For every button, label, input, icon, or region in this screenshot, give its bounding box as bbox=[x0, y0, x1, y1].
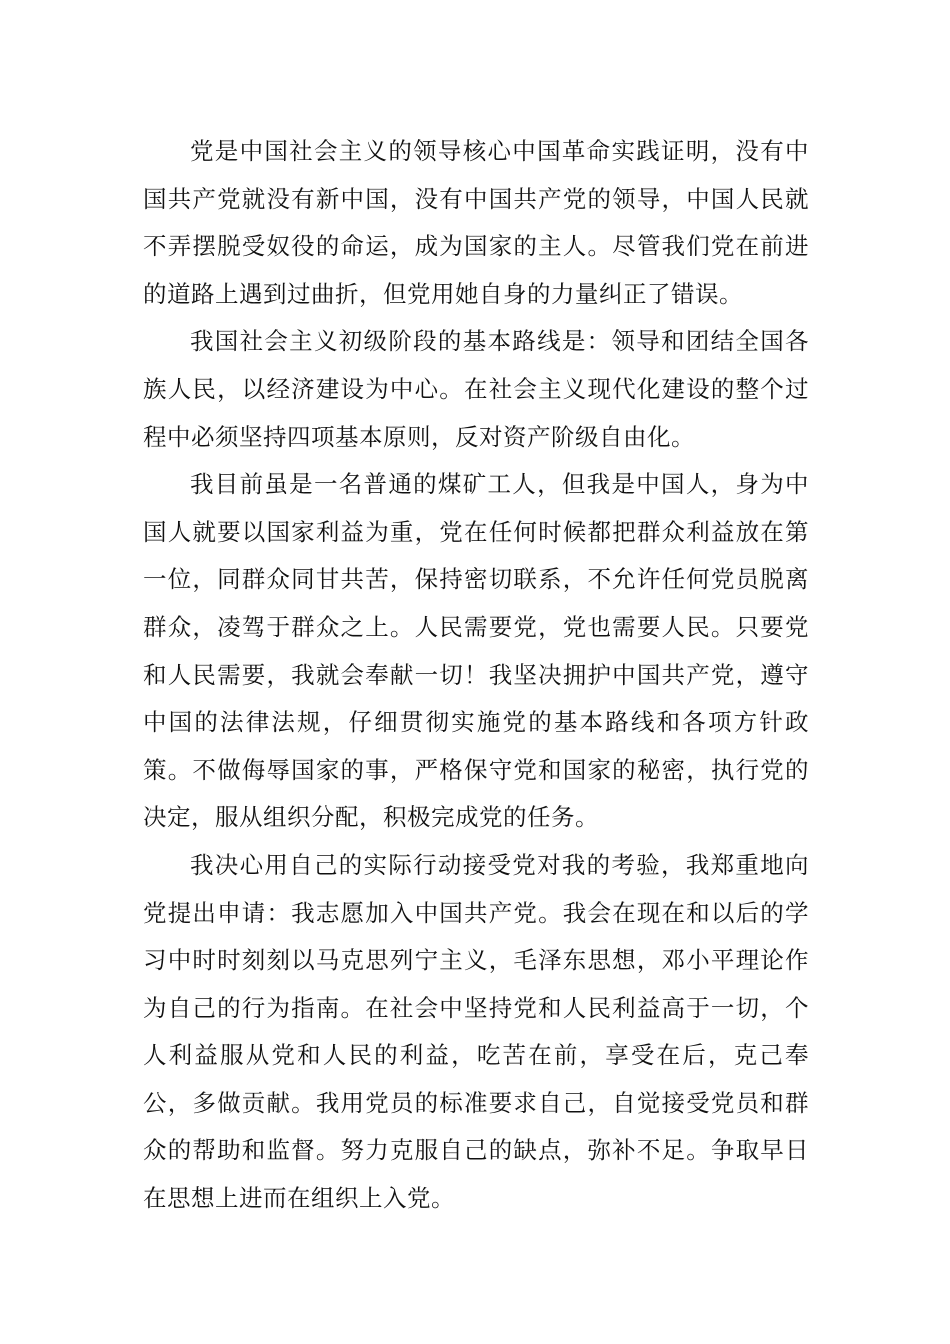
paragraph-2: 我国社会主义初级阶段的基本路线是：领导和团结全国各族人民，以经济建设为中心。在社会主义现代化建设的整个过程中必须坚持四项基本原则，反对资产阶级自由化。 bbox=[143, 327, 809, 451]
paragraph-4: 我决心用自己的实际行动接受党对我的考验，我郑重地向党提出申请：我志愿加入中国共产党。我会在现在和以后的学习中时时刻刻以马克思列宁主义，毛泽东思想，邓小平理论作为自己的行为指南。在社会中坚持党和人民利益高于一切，个人利益服从党和人民的利益，吃苦在前，享受在后，克己奉公，多做贡献。我用党员的标准要求自己，自觉接受党员和群众的帮助和监督。努力克服自己的缺点，弥补不足。争取早日在思想上进而在组织上入党。 bbox=[143, 850, 809, 1213]
paragraph-1: 党是中国社会主义的领导核心中国革命实践证明，没有中国共产党就没有新中国，没有中国共产党的领导，中国人民就不弄摆脱受奴役的命运，成为国家的主人。尽管我们党在前进的道路上遇到过曲折，但党用她自身的力量纠正了错误。 bbox=[143, 137, 809, 308]
paragraph-3: 我目前虽是一名普通的煤矿工人，但我是中国人，身为中国人就要以国家利益为重，党在任何时候都把群众利益放在第一位，同群众同甘共苦，保持密切联系，不允许任何党员脱离群众，凌驾于群众之上。人民需要党，党也需要人民。只要党和人民需要，我就会奉献一切！我坚决拥护中国共产党，遵守中国的法律法规，仔细贯彻实施党的基本路线和各项方针政策。不做侮辱国家的事，严格保守党和国家的秘密，执行党的决定，服从组织分配，积极完成党的任务。 bbox=[143, 470, 809, 832]
document-body bbox=[143, 128, 809, 1223]
